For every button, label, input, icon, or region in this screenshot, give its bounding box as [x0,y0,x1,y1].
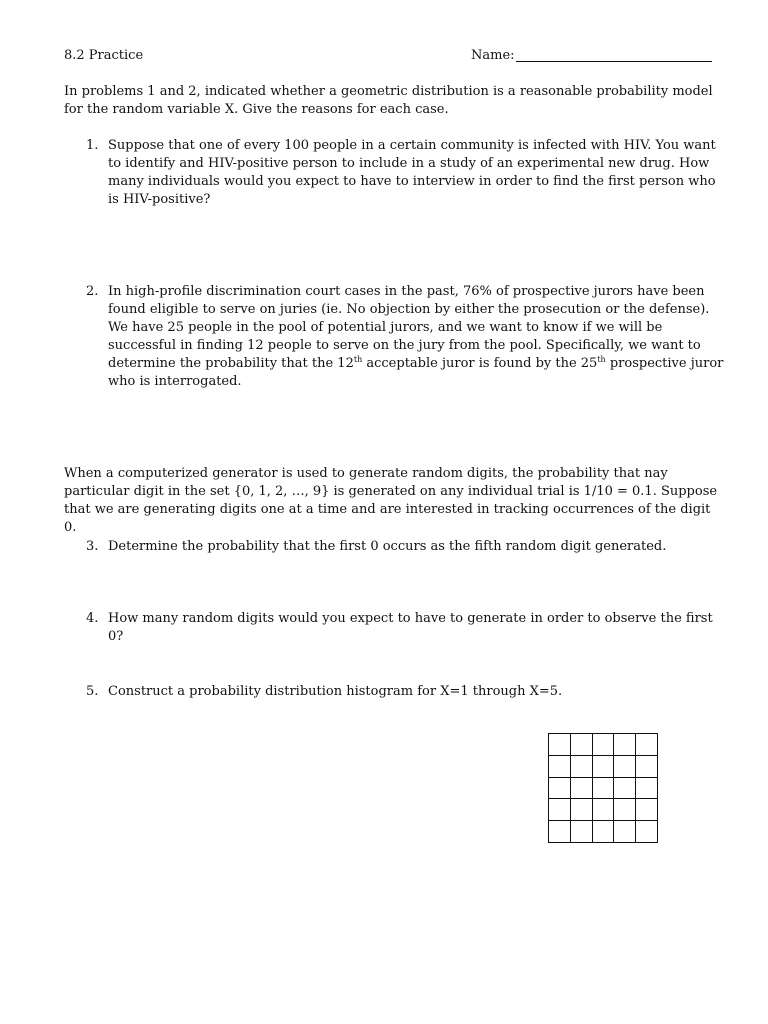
grid-cell [570,755,592,777]
grid-cell [614,799,636,821]
instructions-paragraph: In problems 1 and 2, indicated whether a geometric distribution is a reasonable probability model for the random variable X. Give the reasons for each case. [64,84,713,117]
grid-row [549,799,658,821]
problem-3 [86,538,726,556]
grid-cell [549,734,571,756]
problem-text: Determine the probability that the first 0 occurs as the fifth random digit generated. [108,539,667,554]
grid-row [549,734,658,756]
name-label: Name: [471,48,515,63]
problem-text: Suppose that one of every 100 people in a certain community is infected with HIV. You want to identify and HIV-positive person to include in a study of an experimental new drug. How many individuals would you expect to have to interview in order to find the first person who is HIV-positive? [108,138,716,207]
grid-cell [636,755,658,777]
grid-cell [636,799,658,821]
grid-cell [570,777,592,799]
problem-text: In high-profile discrimination court cases in the past, 76% of prospective jurors have been found eligible to serve on juries (ie. No objection by either the prosecution or the defense). We have 25 people in the pool of potential jurors, and we want to know if we will be successful in finding 12 people to serve on the jury from the pool. Specifically, we want to determine the probability that the 12th acceptable juror is found by the 25th prospective juror who is interrogated. [108,284,724,389]
problem-text: Construct a probability distribution histogram for X=1 through X=5. [108,684,563,699]
problem-text: How many random digits would you expect to have to generate in order to observe the first 0? [108,611,713,644]
problem-5 [86,683,726,701]
grid-cell [549,821,571,843]
problem-number: 1. [86,138,99,153]
grid-cell [614,734,636,756]
grid-cell [549,799,571,821]
grid-row [549,821,658,843]
problem-number: 3. [86,539,99,554]
grid-cell [549,777,571,799]
grid-row [549,755,658,777]
problem-4 [86,610,726,646]
grid-cell [592,755,614,777]
grid-cell [614,821,636,843]
grid-cell [592,734,614,756]
problem-2 [86,283,726,391]
random-digits-paragraph: When a computerized generator is used to generate random digits, the probability that nay particular digit in the set {0, 1, 2, …, 9} is generated on any individual trial is 1/10 = 0.1. Suppose that we are generating digits one at a time and are interested in tracking occurrences of the digit 0. [64,466,718,535]
superscript-th: th [353,355,363,364]
grid-cell [570,799,592,821]
grid-cell [614,777,636,799]
problem-number: 5. [86,684,99,699]
grid-cell [592,821,614,843]
grid-cell [636,734,658,756]
grid-cell [592,777,614,799]
name-blank-line[interactable] [516,61,712,62]
grid-cell [636,777,658,799]
grid-cell [549,755,571,777]
grid-row [549,777,658,799]
grid-cell [636,821,658,843]
superscript-th: th [597,355,606,364]
grid-cell [592,799,614,821]
problem-number: 4. [86,611,99,626]
problem-number: 2. [86,284,99,299]
grid-cell [570,734,592,756]
problem-1 [86,137,726,209]
grid-cell [570,821,592,843]
grid-cell [614,755,636,777]
histogram-grid [548,733,658,843]
worksheet-title: 8.2 Practice [64,48,144,63]
